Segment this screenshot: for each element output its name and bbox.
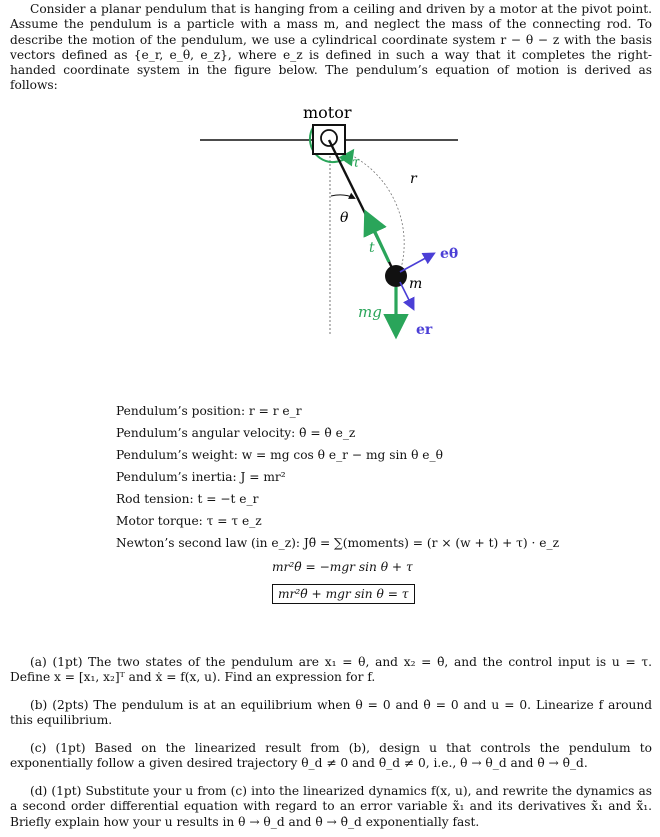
r-label: r bbox=[410, 171, 417, 187]
question-a: (a) (1pt) The two states of the pendulum are x₁ = θ, and x₂ = θ̇, and the control input is u = τ. Define x = [x₁, x₂]ᵀ and ẋ = f(x, u). Find an expression for f. bbox=[10, 655, 652, 685]
eq-newton: Newton’s second law (in e_z): Jθ̈ = ∑(moments) = (r × (w + t) + τ) · e_z bbox=[116, 536, 560, 550]
eq-position: Pendulum’s position: r = r e_r bbox=[116, 404, 302, 418]
question-b: (b) (2pts) The pendulum is at an equilibrium when θ = 0 and θ̇ = 0 and u = 0. Linearize f around this equilibrium. bbox=[10, 698, 652, 728]
question-c: (c) (1pt) Based on the linearized result from (b), design u that controls the pendulum to exponentially follow a given desired trajectory θ_d ≠ 0 and θ̇_d ≠ 0, i.e., θ → θ_d and θ̇ → θ̇_d. bbox=[10, 741, 652, 771]
e-theta-label: eθ bbox=[440, 246, 459, 262]
question-d: (d) (1pt) Substitute your u from (c) into the linearized dynamics f(x, u), and rewrite the dynamics as a second order differential equation with regard to an error variable x̃₁ and its derivatives x̃̇₁ and x̃̈₁. Briefly explain how your u results in θ → θ_d and θ̇ → θ̇_d exponentially fast. bbox=[10, 784, 652, 829]
tau-label: τ bbox=[352, 155, 360, 171]
t-label: t bbox=[369, 240, 375, 256]
theta-arc bbox=[331, 195, 354, 198]
pendulum-mass bbox=[385, 265, 407, 287]
pendulum-figure bbox=[0, 0, 660, 400]
theta-label: θ bbox=[340, 210, 349, 226]
equation-of-motion-boxed: mr²θ̈ + mgr sin θ = τ bbox=[272, 584, 415, 604]
e-theta-arrow bbox=[400, 254, 433, 272]
eq-inertia: Pendulum’s inertia: J = mr² bbox=[116, 470, 286, 484]
motor-label: motor bbox=[303, 103, 352, 122]
m-label: m bbox=[409, 276, 423, 292]
mg-label: mg bbox=[358, 303, 382, 321]
eq-weight: Pendulum’s weight: w = mg cos θ e_r − mg sin θ e_θ bbox=[116, 448, 443, 462]
e-r-label: er bbox=[416, 322, 433, 338]
eq-angular-velocity: Pendulum’s angular velocity: θ̇ = θ̇ e_z bbox=[116, 426, 356, 440]
intro-paragraph: Consider a planar pendulum that is hanging from a ceiling and driven by a motor at the pivot point. Assume the pendulum is a particle with a mass m, and neglect the mass of the connecting rod. To describe the motion of the pendulum, we use a cylindrical coordinate system r − θ − z with the basis vectors defined as {e_r, e_θ, e_z}, where e_z is defined in such a way that it completes the right-handed coordinate system in the figure below. The pendulum’s equation of motion is derived as follows: bbox=[10, 2, 652, 93]
derivation-step: mr²θ̈ = −mgr sin θ + τ bbox=[272, 560, 413, 574]
eq-torque: Motor torque: τ = τ e_z bbox=[116, 514, 262, 528]
eq-tension: Rod tension: t = −t e_r bbox=[116, 492, 259, 506]
